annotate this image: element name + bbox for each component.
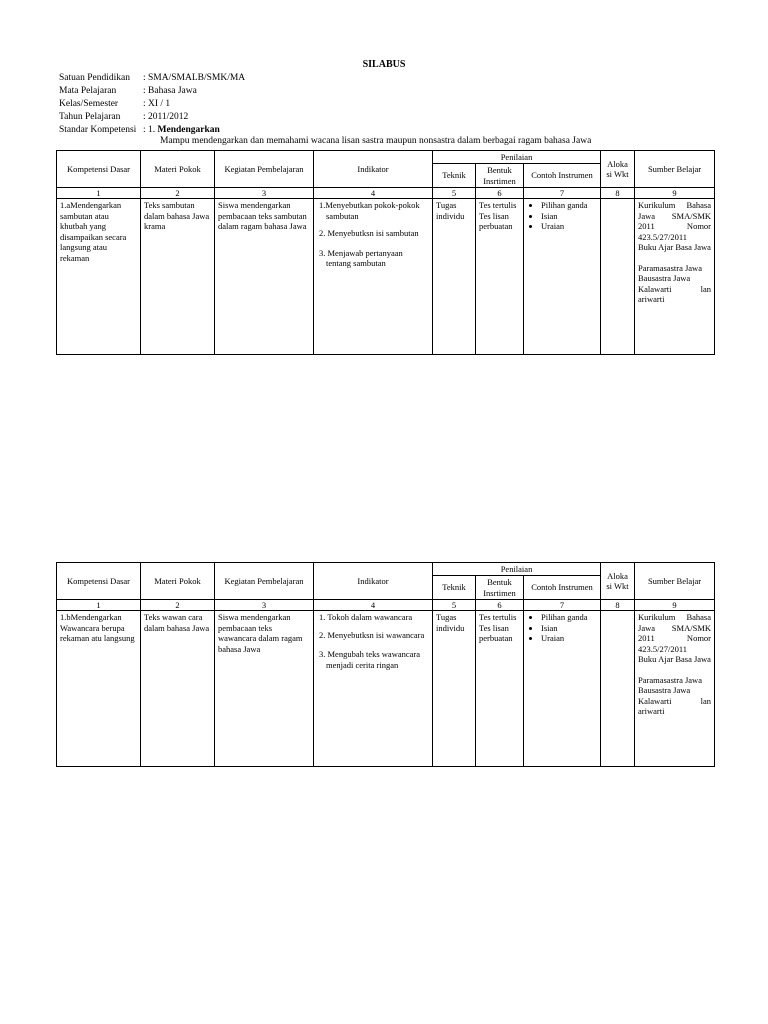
list-item: 1. Tokoh dalam wawancara xyxy=(319,612,413,622)
header-sumber-belajar: Sumber Belajar xyxy=(635,563,715,600)
cell-kompetensi: 1.aMendengarkan sambutan atau khutbah yang disampaikan secara langsung atau rekaman xyxy=(57,199,141,355)
header-indikator: Indikator xyxy=(314,563,433,600)
column-number-row xyxy=(57,188,715,199)
column-number: 6 xyxy=(476,188,524,199)
sumber-item: Paramasastra Jawa xyxy=(638,262,702,273)
sumber-item: Kurikulum Bahasa Jawa SMA/SMK 2011 Nomor 423.5/27/2011 xyxy=(638,612,712,654)
meta-value: : 2011/2012 xyxy=(143,112,189,122)
table-row xyxy=(57,611,715,767)
column-number: 5 xyxy=(433,188,476,199)
header-teknik: Teknik xyxy=(433,576,476,600)
cell-kompetensi: 1.bMendengarkan Wawancara berupa rekaman atu langsung xyxy=(57,611,141,767)
sumber-item: Kurikulum Bahasa Jawa SMA/SMK 2011 Nomor 423.5/27/2011 xyxy=(638,200,712,242)
cell-alokasi xyxy=(601,199,635,355)
cell-materi: Teks sambutan dalam bahasa Jawa krama xyxy=(141,199,215,355)
bentuk-item: Tes lisan perbuatan xyxy=(479,210,513,231)
column-number: 6 xyxy=(476,600,524,611)
header-teknik: Teknik xyxy=(433,164,476,188)
cell-bentuk xyxy=(476,611,524,767)
cell-contoh xyxy=(524,611,601,767)
list-item: • Pilihan ganda xyxy=(541,612,597,623)
header-kompetensi-dasar: Kompetensi Dasar xyxy=(57,563,141,600)
meta-key: Tahun Pelajaran xyxy=(59,112,121,122)
header-alokasi: Aloka si Wkt xyxy=(601,563,635,600)
column-number: 9 xyxy=(635,188,715,199)
meta-key: Kelas/Semester xyxy=(59,99,119,109)
header-bentuk-instrumen: Bentuk Insrtimen xyxy=(476,164,524,188)
column-number: 3 xyxy=(215,188,314,199)
sumber-item: Buku Ajar Basa Jawa xyxy=(638,654,711,664)
sumber-item: Paramasastra Jawa xyxy=(638,674,702,685)
column-number-row xyxy=(57,600,715,611)
meta-row-mapel xyxy=(59,85,459,98)
header-penilaian: Penilaian xyxy=(433,563,601,576)
column-number: 1 xyxy=(57,188,141,199)
spacer xyxy=(638,665,711,675)
meta-key: Standar Kompetensi xyxy=(59,125,137,135)
bentuk-item: Tes tertulis xyxy=(479,200,517,210)
sk-prefix: : 1. xyxy=(143,125,158,135)
bentuk-item: Tes tertulis xyxy=(479,612,517,622)
cell-kegiatan: Siswa mendengarkan pembacaan teks wawancara dalam ragam bahasa Jawa xyxy=(215,611,314,767)
header-alokasi: Aloka si Wkt xyxy=(601,151,635,188)
silabus-table-1 xyxy=(56,150,715,355)
column-number: 8 xyxy=(601,188,635,199)
cell-materi: Teks wawan cara dalam bahasa Jawa xyxy=(141,611,215,767)
silabus-table-2 xyxy=(56,562,715,767)
column-number: 7 xyxy=(524,188,601,199)
header-kegiatan: Kegiatan Pembelajaran xyxy=(215,563,314,600)
indikator-list xyxy=(317,612,429,670)
meta-value: : XI / 1 xyxy=(143,99,171,109)
header-indikator: Indikator xyxy=(314,151,433,188)
contoh-list xyxy=(527,200,597,232)
table-row xyxy=(57,199,715,355)
sumber-item: Bausastra Jawa xyxy=(638,273,691,283)
sk-name: Mendengarkan xyxy=(157,125,220,135)
column-number: 8 xyxy=(601,600,635,611)
list-item: 3. Menjawab pertanyaan tentang sambutan xyxy=(319,247,403,268)
column-number: 5 xyxy=(433,600,476,611)
header-kegiatan: Kegiatan Pembelajaran xyxy=(215,151,314,188)
list-item: 3. Mengubah teks wawancara menjadi cerita ringan xyxy=(319,649,421,670)
sumber-item: Kalawarti lan ariwarti xyxy=(638,695,712,716)
column-number: 7 xyxy=(524,600,601,611)
cell-sumber xyxy=(635,199,715,355)
list-item: 2. Menyebutksn isi sambutan xyxy=(319,228,419,238)
list-item: • Isian xyxy=(541,623,597,634)
header-materi-pokok: Materi Pokok xyxy=(141,151,215,188)
meta-row-tahun xyxy=(59,111,459,124)
column-number: 4 xyxy=(314,188,433,199)
list-item: • Pilihan ganda xyxy=(541,200,597,211)
sumber-item: Buku Ajar Basa Jawa xyxy=(638,242,711,252)
contoh-list xyxy=(527,612,597,644)
list-item: • Uraian xyxy=(541,633,597,644)
header-kompetensi-dasar: Kompetensi Dasar xyxy=(57,151,141,188)
header-contoh-instrumen: Contoh Instrumen xyxy=(524,576,601,600)
meta-key: Mata Pelajaran xyxy=(59,86,117,96)
bentuk-item: Tes lisan perbuatan xyxy=(479,622,513,643)
document-title: SILABUS xyxy=(362,59,406,70)
cell-alokasi xyxy=(601,611,635,767)
column-number: 2 xyxy=(141,188,215,199)
header-sumber-belajar: Sumber Belajar xyxy=(635,151,715,188)
list-item: • Isian xyxy=(541,211,597,222)
column-number: 3 xyxy=(215,600,314,611)
spacer xyxy=(638,253,711,263)
header-penilaian: Penilaian xyxy=(433,151,601,164)
meta-row-satuan xyxy=(59,72,459,85)
column-number: 9 xyxy=(635,600,715,611)
meta-row-kelas xyxy=(59,98,459,111)
meta-block xyxy=(59,72,459,137)
cell-sumber xyxy=(635,611,715,767)
column-number: 4 xyxy=(314,600,433,611)
cell-indikator xyxy=(314,199,433,355)
column-number: 1 xyxy=(57,600,141,611)
meta-key: Satuan Pendidikan xyxy=(59,73,130,83)
list-item: 2. Menyebutksn isi wawancara xyxy=(319,629,425,640)
meta-value: : SMA/SMALB/SMK/MA xyxy=(143,73,246,83)
cell-contoh xyxy=(524,199,601,355)
header-materi-pokok: Materi Pokok xyxy=(141,563,215,600)
cell-indikator xyxy=(314,611,433,767)
cell-teknik: Tugas individu xyxy=(433,611,476,767)
column-number: 2 xyxy=(141,600,215,611)
indikator-list xyxy=(317,200,429,269)
sumber-item: Bausastra Jawa xyxy=(638,685,691,695)
list-item: 1.Menyebutkan pokok-pokok sambutan xyxy=(319,200,420,221)
sumber-item: Kalawarti lan ariwarti xyxy=(638,283,712,304)
header-contoh-instrumen: Contoh Instrumen xyxy=(524,164,601,188)
header-bentuk-instrumen: Bentuk Insrtimen xyxy=(476,576,524,600)
standar-kompetensi-description: Mampu mendengarkan dan memahami wacana lisan sastra maupun nonsastra dalam berbagai ragam bahasa Jawa xyxy=(160,136,592,146)
cell-bentuk xyxy=(476,199,524,355)
cell-teknik: Tugas individu xyxy=(433,199,476,355)
meta-value: : Bahasa Jawa xyxy=(143,86,197,96)
cell-kegiatan: Siswa mendengarkan pembacaan teks sambutan dalam ragam bahasa Jawa xyxy=(215,199,314,355)
list-item: • Uraian xyxy=(541,221,597,232)
